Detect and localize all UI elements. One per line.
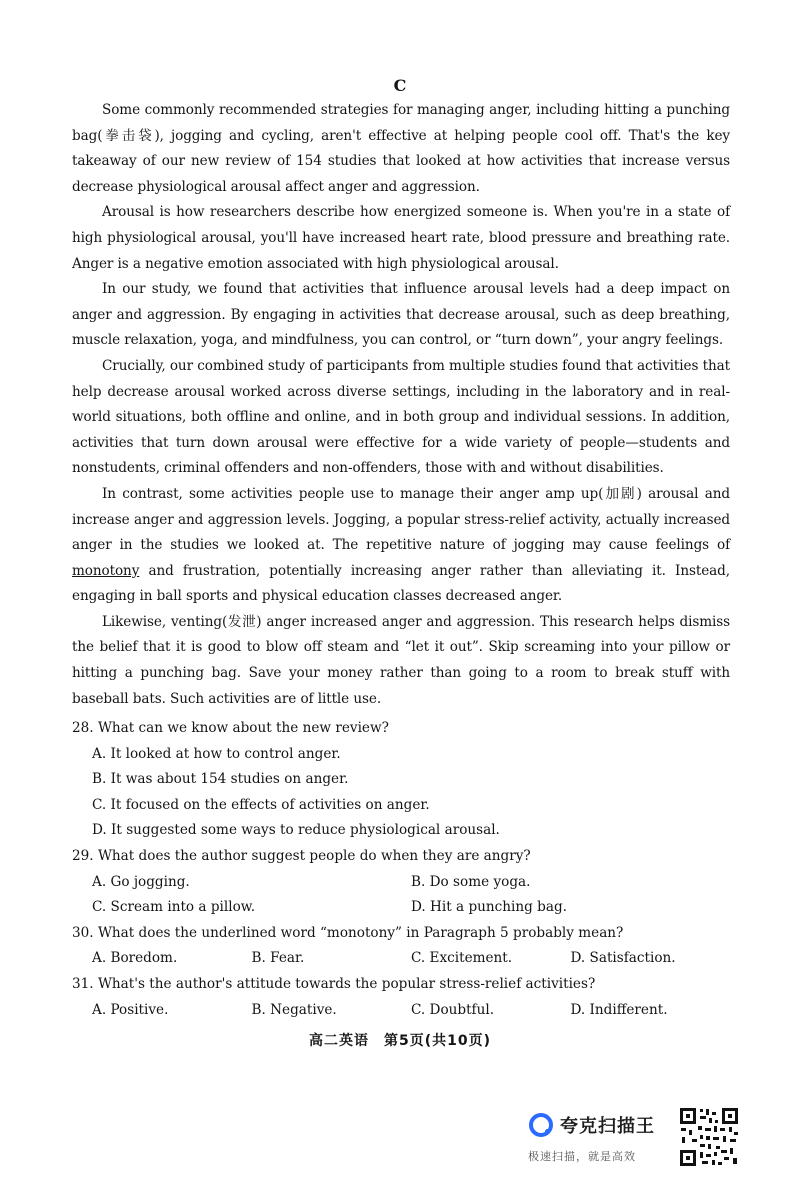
option: D. Hit a punching bag. [411,899,568,916]
question-list [72,716,730,1023]
paragraph-5-part1: In contrast, some activities people use to manage their anger amp up(加剧) arousal and increase anger and aggression levels. Jogging, a popular stress-relief activity, actually increased anger in the studies we looked at. The repetitive nature of jogging may cause feelings of [72,485,730,554]
option: D. It suggested some ways to reduce physiological arousal. [92,822,500,839]
option: A. It looked at how to control anger. [92,745,341,762]
underlined-word: monotony [72,562,140,579]
option-row [72,998,730,1024]
question-stem: 31. What's the author's attitude towards the popular stress-relief activities? [72,975,596,992]
scanner-logo-icon [528,1112,554,1138]
qr-code-icon [678,1106,740,1168]
option: B. It was about 154 studies on anger. [92,771,349,788]
question-stem: 29. What does the author suggest people do when they are angry? [72,847,531,864]
page-footer: 高二英语 第5页(共10页) [308,1033,492,1049]
scanner-watermark [522,1106,742,1170]
paragraph-4: Crucially, our combined study of participants from multiple studies found that activities that help decrease arousal worked across diverse settings, including in the laboratory and in real-world situations, both offline and online, and in both group and individual sessions. In addition, activities that turn down arousal were effective for a wide variety of people—students and nonstudents, criminal offenders and non-offenders, those with and without disabilities. [72,357,730,477]
option-row [72,870,730,896]
paragraph-1: Some commonly recommended strategies for managing anger, including hitting a punching bag(拳击袋), jogging and cycling, aren't effective at helping people cool off. That's the key takeaway of our new review of 154 studies that looked at how activities that increase versus decrease physiological arousal affect anger and aggression. [72,102,730,195]
paragraph-2: Arousal is how researchers describe how energized someone is. When you're in a state of high physiological arousal, you'll have increased heart rate, blood pressure and breathing rate. Anger is a negative emotion associated with high physiological arousal. [72,204,730,272]
watermark-slogan: 极速扫描，就是高效 [528,1150,636,1163]
paragraph-5-part2: and frustration, potentially increasing anger rather than alleviating it. Instead, engaging in ball sports and physical education classes decreased anger. [72,562,730,605]
question-28 [72,716,730,844]
question-31 [72,972,730,1023]
option: D. Indifferent. [570,1001,668,1018]
watermark-brand: 夸克扫描王 [560,1116,655,1137]
option: A. Boredom. [92,950,178,967]
paragraph-6: Likewise, venting(发泄) anger increased anger and aggression. This research helps dismiss the belief that it is good to blow off steam and “let it out”. Skip screaming into your pillow or hitting a punching bag. Save your money rather than going to a room to break stuff with baseball bats. Such activities are of little use. [72,613,730,707]
question-stem: 30. What does the underlined word “monotony” in Paragraph 5 probably mean? [72,924,624,941]
section-heading: C [393,76,407,95]
option: C. Excitement. [411,950,513,967]
paragraph-5 [72,482,730,610]
option: B. Fear. [251,950,305,967]
option: C. Scream into a pillow. [92,899,256,916]
option: C. Doubtful. [411,1001,495,1018]
paragraph-3: In our study, we found that activities that influence arousal levels had a deep impact on anger and aggression. By engaging in activities that decrease arousal, such as deep breathing, muscle relaxation, yoga, and mindfulness, you can control, or “turn down”, your angry feelings. [72,281,730,349]
question-29 [72,844,730,921]
option-row [72,946,730,972]
option-row [72,895,730,921]
question-30 [72,921,730,972]
option: A. Positive. [92,1001,169,1018]
option: D. Satisfaction. [570,950,676,967]
question-stem: 28. What can we know about the new review? [72,720,389,736]
option: A. Go jogging. [92,873,190,890]
option: B. Do some yoga. [411,873,531,890]
reading-passage [72,98,730,712]
option: C. It focused on the effects of activities on anger. [92,796,430,813]
option: B. Negative. [251,1001,337,1018]
